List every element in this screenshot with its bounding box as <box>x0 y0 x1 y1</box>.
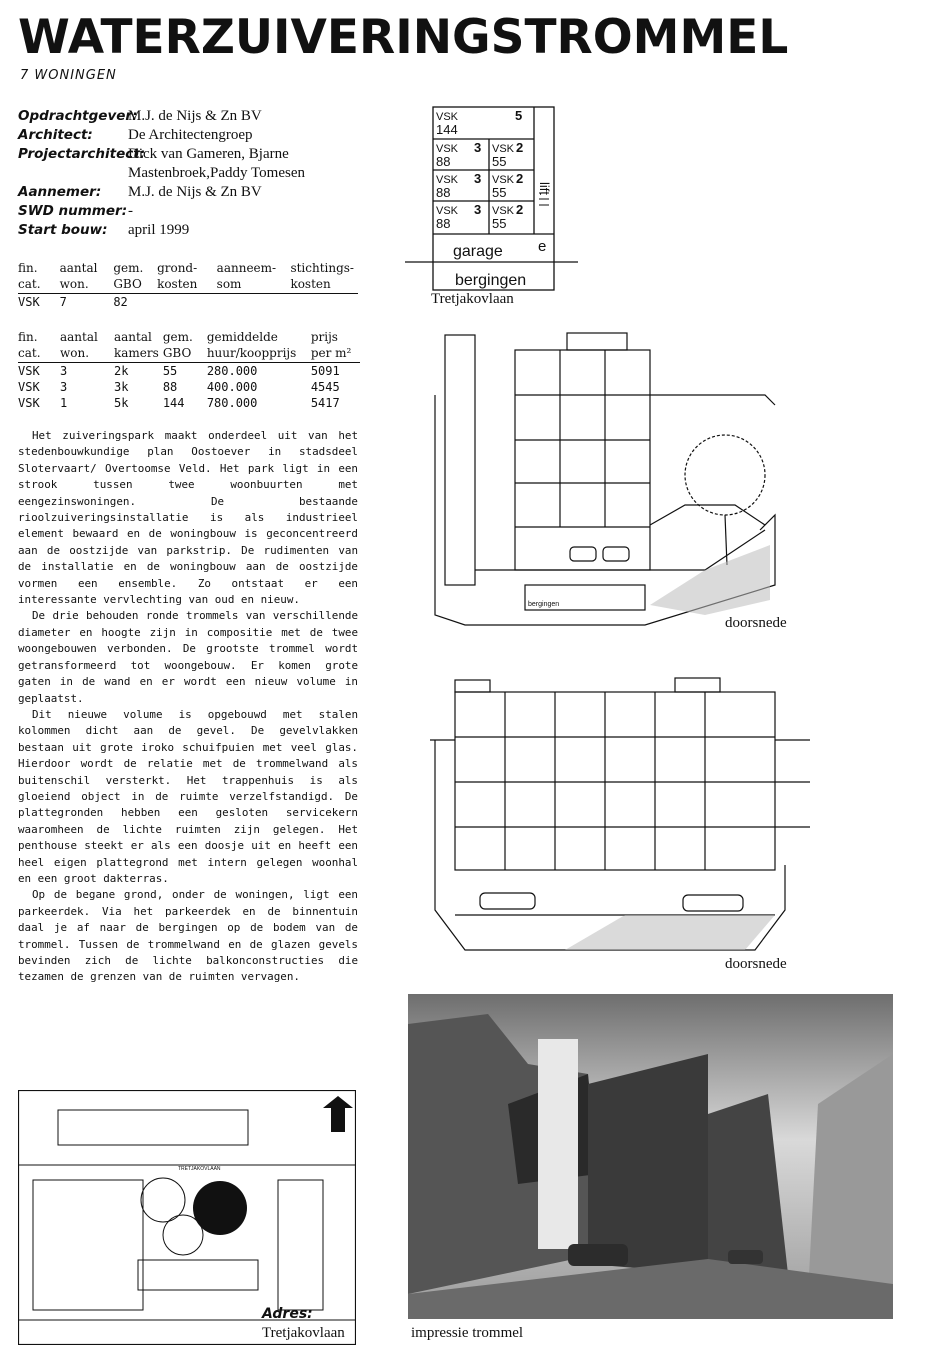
table-cell: 88 <box>162 380 178 394</box>
table-row <box>18 363 360 380</box>
table-header: per m² <box>311 345 360 363</box>
table-header: prijs <box>310 330 338 344</box>
unit-count: 5 <box>515 108 523 123</box>
unit-gbo: 88 <box>436 216 451 231</box>
table-header: fin. <box>18 261 38 275</box>
table-header: stichtings- <box>290 261 354 275</box>
table-cell: VSK <box>18 380 40 394</box>
table-header: kosten <box>157 276 217 294</box>
table-header: cat. <box>18 345 60 363</box>
table-cell: VSK <box>18 295 40 309</box>
table-header: gemiddelde <box>206 330 278 344</box>
table-cell: 5091 <box>310 364 340 378</box>
info-value: M.J. de Nijs & Zn BV <box>128 108 262 124</box>
section-drawing-1 <box>405 315 795 635</box>
unit-count: 3 <box>474 202 482 217</box>
table-cell: VSK <box>18 364 40 378</box>
info-value: april 1999 <box>128 222 190 238</box>
body-paragraph: Dit nieuwe volume is opgebouwd met stalen kolommen dicht aan de gevel. De gevelvlakken bestaan uit grote iroko schuifpuien met veel glas. Hierdoor wordt de relatie met de trommelwand als buitenschil versterkt. Het trappenhuis is als gloeiend object in de ruimte verzelfstandigd. De plattegronden hebben een gesloten servicekern waaromheen de lichte ruimten zijn gelegen. Het penthouse steekt er als een doosje uit en heeft een heel eigen plattegrond met intern gelegen woonhal en een groot dakterras. <box>18 707 358 885</box>
table-header: aanneem- <box>216 261 277 275</box>
info-value: - <box>128 203 133 219</box>
info-label: Start bouw: <box>18 222 108 238</box>
garden-slope <box>650 505 765 525</box>
table-header: kamers <box>114 345 163 363</box>
site-street-label: TRETJAKOVLAAN <box>178 1166 221 1172</box>
address-label: Adres: <box>262 1306 313 1322</box>
table-cell: 7 <box>59 295 67 309</box>
table-header: aantal <box>60 330 98 344</box>
info-value: Dick van Gameren, Bjarne Mastenbroek,Paddy Tomesen <box>128 146 305 181</box>
info-label: Projectarchitect: <box>18 146 146 162</box>
bergingen-label: bergingen <box>455 272 527 289</box>
stair-tower <box>445 335 475 585</box>
section-2-caption: doorsnede <box>725 956 787 972</box>
table-cell: 144 <box>162 396 185 410</box>
table-header: gem. <box>162 330 193 344</box>
cost-table <box>18 260 358 310</box>
unit-count: 3 <box>474 140 482 155</box>
info-value: M.J. de Nijs & Zn BV <box>128 184 262 200</box>
table-row <box>18 395 360 411</box>
body-paragraph: Op de begane grond, onder de woningen, ligt een parkeerdek. Via het parkeerdek en de binnentuin daal je af naar de bergingen op de bodem van de trommel. Tussen de trommelwand en de glazen gevels bevinden zich de lichte balkonconstructies die tezamen de grenzen van de ruimten vervagen. <box>18 888 358 984</box>
info-label: SWD nummer: <box>18 203 128 219</box>
garage-label: garage <box>453 243 503 260</box>
unit-count: 2 <box>516 202 524 217</box>
body-text <box>18 428 358 986</box>
table-cell: 5k <box>114 396 129 410</box>
table-cell: 400.000 <box>206 380 258 394</box>
table-cell: 780.000 <box>206 396 258 410</box>
unit-cat: VSK <box>436 111 459 123</box>
body-paragraph: Het zuiveringspark maakt onderdeel uit van het stedenbouwkundige plan Oostoever in stadsdeel Slotervaart/ Overtoomse Veld. Het park ligt in een strook tussen twee woonbuurten met eengezinswoningen. De bestaande rioolzuiveringsinstallatie is als industrieel element bewaard en de woningbouw is geconcentreerd aan de oostzijde van parkstrip. De rudimenten van de installatie en de woningbouw aan de oostzijde vormen een ensemble. Zo ontstaat er een interessante vervlechting van oud en nieuw. <box>18 429 358 607</box>
building-volume <box>515 350 650 570</box>
table-cell: 55 <box>162 364 178 378</box>
impression-rendering <box>408 994 893 1319</box>
soil-hatch <box>650 545 770 615</box>
table-cell: 1 <box>60 396 68 410</box>
table-cell: 280.000 <box>206 364 258 378</box>
unit-cat: VSK <box>436 174 459 186</box>
table-row <box>18 294 358 311</box>
lift-label: lift <box>537 182 552 195</box>
unit-gbo: 88 <box>436 154 451 169</box>
roof-structure <box>675 678 720 692</box>
unit-count: 2 <box>516 140 524 155</box>
price-table <box>18 329 360 411</box>
info-row-start <box>18 221 378 240</box>
info-row-architect <box>18 126 378 145</box>
table-cell: 3 <box>60 380 68 394</box>
unit-gbo: 144 <box>436 122 458 137</box>
glass-cylinder <box>538 1039 578 1249</box>
info-value: De Architectengroep <box>128 127 253 143</box>
address-value: Tretjakovlaan <box>262 1325 345 1341</box>
car <box>683 895 743 911</box>
table-header: fin. <box>18 330 38 344</box>
trommel-drum <box>193 1181 247 1235</box>
penthouse <box>567 333 627 350</box>
table-header: grond- <box>157 261 198 275</box>
body-paragraph: De drie behouden ronde trommels van verschillende diameter en hoogte zijn in compositie met de twee woongebouwen verbonden. De grootste trommel wordt getransformeerd tot woongebouw. Er komen grote gaten in de wand en er wordt een nieuw volume in geplaatst. <box>18 609 358 705</box>
info-row-client <box>18 107 378 126</box>
table-header: GBO <box>113 276 157 294</box>
table-cell: VSK <box>18 396 40 410</box>
table-cell: 2k <box>114 364 129 378</box>
table-cell <box>290 294 358 311</box>
info-row-swd <box>18 202 378 221</box>
table-header: som <box>217 276 291 294</box>
table-header: kosten <box>290 276 358 294</box>
info-label: Opdrachtgever: <box>18 108 138 124</box>
car <box>728 1250 763 1264</box>
car <box>480 893 535 909</box>
car <box>603 547 629 561</box>
unit-gbo: 55 <box>492 185 507 200</box>
car <box>570 547 596 561</box>
table-header: won. <box>60 345 114 363</box>
e-label: e <box>538 238 547 255</box>
info-row-project-architect <box>18 145 378 183</box>
table-header: aantal <box>114 330 152 344</box>
table-cell: 3 <box>60 364 68 378</box>
page-title: WATERZUIVERINGSTROMMEL <box>18 10 789 65</box>
table-header: GBO <box>163 345 207 363</box>
section-1-caption: doorsnede <box>725 615 787 631</box>
section-drawing-2 <box>425 670 815 970</box>
unit-count: 3 <box>474 171 482 186</box>
info-label: Aannemer: <box>18 184 102 200</box>
table-cell: 4545 <box>310 380 340 394</box>
unit-cat: VSK <box>492 174 515 186</box>
table-header: cat. <box>18 276 60 294</box>
trees <box>588 1054 708 1274</box>
unit-gbo: 55 <box>492 216 507 231</box>
facade-grid <box>455 692 775 870</box>
unit-stacking-diagram <box>405 104 585 294</box>
penthouse <box>455 680 490 692</box>
photo-caption: impressie trommel <box>411 1325 524 1341</box>
storage-label: bergingen <box>528 601 560 608</box>
table-header: huur/koopprijs <box>207 345 311 363</box>
table-cell: 5417 <box>310 396 340 410</box>
table-header: aantal <box>59 261 98 275</box>
unit-cat: VSK <box>436 205 459 217</box>
unit-count: 2 <box>516 171 524 186</box>
table-header: won. <box>60 276 114 294</box>
unit-cat: VSK <box>436 143 459 155</box>
unit-gbo: 55 <box>492 154 507 169</box>
unit-gbo: 88 <box>436 185 451 200</box>
table-cell: 3k <box>114 380 129 394</box>
unit-cat: VSK <box>492 143 515 155</box>
page-subtitle: 7 WONINGEN <box>20 68 117 83</box>
car <box>568 1244 628 1266</box>
table-row <box>18 379 360 395</box>
tree-canopy <box>685 435 765 515</box>
info-label: Architect: <box>18 127 93 143</box>
table-cell <box>157 294 217 311</box>
project-info <box>18 107 378 240</box>
table-header: gem. <box>113 261 144 275</box>
info-row-contractor <box>18 183 378 202</box>
diagram-street-label: Tretjakovlaan <box>431 291 514 307</box>
unit-cat: VSK <box>492 205 515 217</box>
soil-hatch <box>565 915 775 950</box>
table-cell: 82 <box>113 295 128 309</box>
table-cell <box>217 294 291 311</box>
